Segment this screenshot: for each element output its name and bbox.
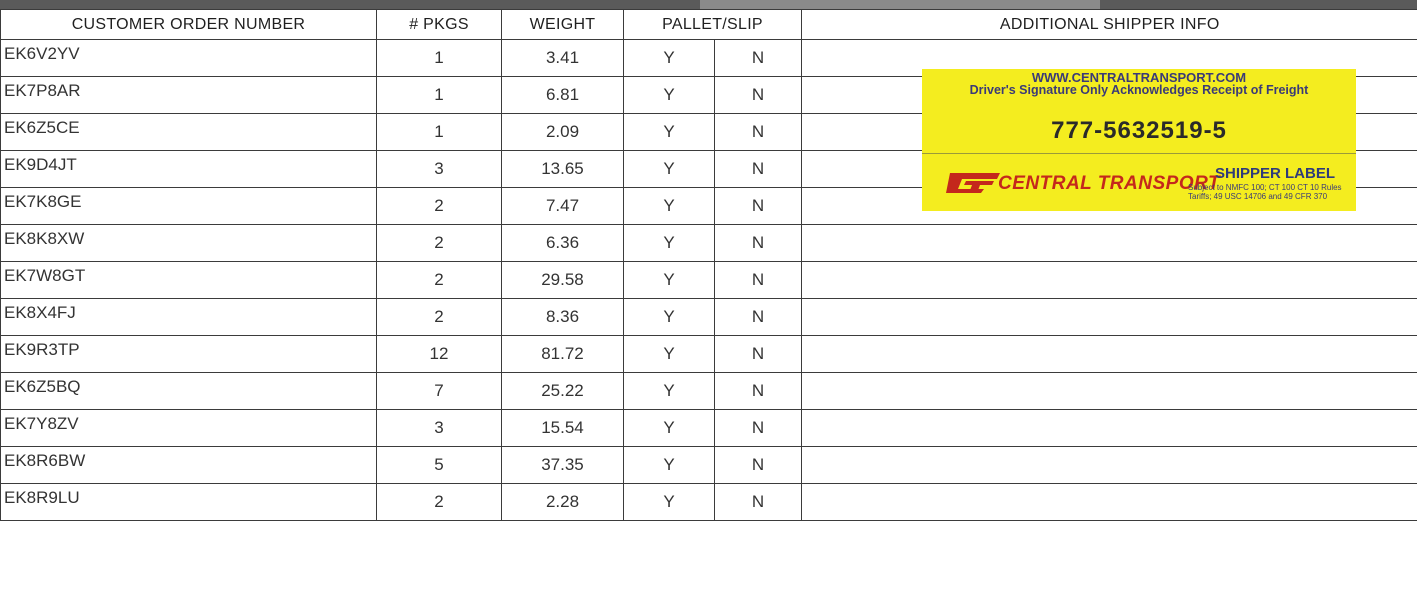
- central-transport-logo-icon: [940, 169, 1004, 195]
- pkgs-cell: 2: [377, 299, 502, 336]
- label-divider: [922, 153, 1356, 154]
- label-pro-number: 777-5632519-5: [1051, 117, 1227, 144]
- pkgs-cell: 1: [377, 40, 502, 77]
- order-number-cell: EK6V2YV: [1, 40, 377, 77]
- label-fine-print: Subject to NMFC 100; CT 100 CT 10 Rules Tariffs; 49 USC 14706 and 49 CFR 370: [1188, 183, 1342, 201]
- pallet-no-cell: N: [715, 447, 802, 484]
- header-weight: WEIGHT: [502, 10, 624, 40]
- pallet-yes-cell: Y: [624, 336, 715, 373]
- label-signature-note: Driver's Signature Only Acknowledges Receipt of Freight: [969, 83, 1309, 97]
- pkgs-cell: 5: [377, 447, 502, 484]
- table-row: [1, 410, 1417, 447]
- weight-cell: 37.35: [502, 447, 624, 484]
- pallet-yes-cell: Y: [624, 40, 715, 77]
- weight-cell: 6.81: [502, 77, 624, 114]
- pallet-yes-cell: Y: [624, 484, 715, 521]
- pallet-no-cell: N: [715, 188, 802, 225]
- pkgs-cell: 2: [377, 188, 502, 225]
- additional-info-cell: [802, 225, 1417, 262]
- pallet-no-cell: N: [715, 262, 802, 299]
- weight-cell: 6.36: [502, 225, 624, 262]
- additional-info-cell: [802, 484, 1417, 521]
- pallet-no-cell: N: [715, 114, 802, 151]
- label-title: SHIPPER LABEL: [1214, 165, 1335, 182]
- pkgs-cell: 1: [377, 114, 502, 151]
- table-row: [1, 484, 1417, 521]
- top-bar: [0, 0, 1417, 9]
- additional-info-cell: [802, 262, 1417, 299]
- pkgs-cell: 2: [377, 262, 502, 299]
- pkgs-cell: 2: [377, 484, 502, 521]
- pallet-no-cell: N: [715, 40, 802, 77]
- shipper-label-sticker: [922, 69, 1356, 211]
- table-row: [1, 225, 1417, 262]
- order-number-cell: EK7K8GE: [1, 188, 377, 225]
- pallet-no-cell: N: [715, 336, 802, 373]
- additional-info-cell: [802, 299, 1417, 336]
- pallet-yes-cell: Y: [624, 299, 715, 336]
- pkgs-cell: 3: [377, 410, 502, 447]
- pallet-yes-cell: Y: [624, 373, 715, 410]
- weight-cell: 7.47: [502, 188, 624, 225]
- additional-info-cell: [802, 373, 1417, 410]
- additional-info-cell: [802, 410, 1417, 447]
- order-number-cell: EK6Z5CE: [1, 114, 377, 151]
- pkgs-cell: 12: [377, 336, 502, 373]
- order-number-cell: EK9R3TP: [1, 336, 377, 373]
- additional-info-cell: [802, 336, 1417, 373]
- order-number-cell: EK8X4FJ: [1, 299, 377, 336]
- weight-cell: 3.41: [502, 40, 624, 77]
- additional-info-cell: [802, 447, 1417, 484]
- weight-cell: 15.54: [502, 410, 624, 447]
- pallet-yes-cell: Y: [624, 151, 715, 188]
- pallet-no-cell: N: [715, 151, 802, 188]
- header-additional-shipper-info: ADDITIONAL SHIPPER INFO: [802, 10, 1417, 40]
- order-number-cell: EK8K8XW: [1, 225, 377, 262]
- pkgs-cell: 2: [377, 225, 502, 262]
- order-number-cell: EK9D4JT: [1, 151, 377, 188]
- header-pkgs: # PKGS: [377, 10, 502, 40]
- table-row: [1, 299, 1417, 336]
- table-row: [1, 447, 1417, 484]
- label-brand: CENTRAL TRANSPORT: [998, 173, 1221, 194]
- weight-cell: 2.28: [502, 484, 624, 521]
- header-customer-order-number: CUSTOMER ORDER NUMBER: [1, 10, 377, 40]
- header-pallet-slip: PALLET/SLIP: [624, 10, 802, 40]
- weight-cell: 29.58: [502, 262, 624, 299]
- pallet-no-cell: N: [715, 373, 802, 410]
- order-number-cell: EK8R6BW: [1, 447, 377, 484]
- pallet-no-cell: N: [715, 225, 802, 262]
- pallet-yes-cell: Y: [624, 77, 715, 114]
- pallet-yes-cell: Y: [624, 114, 715, 151]
- pallet-yes-cell: Y: [624, 225, 715, 262]
- pkgs-cell: 1: [377, 77, 502, 114]
- pallet-yes-cell: Y: [624, 447, 715, 484]
- table-row: [1, 373, 1417, 410]
- order-number-cell: EK7Y8ZV: [1, 410, 377, 447]
- pkgs-cell: 3: [377, 151, 502, 188]
- weight-cell: 2.09: [502, 114, 624, 151]
- table-row: [1, 336, 1417, 373]
- pallet-no-cell: N: [715, 299, 802, 336]
- pkgs-cell: 7: [377, 373, 502, 410]
- pallet-yes-cell: Y: [624, 410, 715, 447]
- weight-cell: 81.72: [502, 336, 624, 373]
- order-number-cell: EK8R9LU: [1, 484, 377, 521]
- weight-cell: 25.22: [502, 373, 624, 410]
- pallet-no-cell: N: [715, 410, 802, 447]
- order-number-cell: EK7W8GT: [1, 262, 377, 299]
- order-number-cell: EK7P8AR: [1, 77, 377, 114]
- pallet-yes-cell: Y: [624, 188, 715, 225]
- pallet-no-cell: N: [715, 484, 802, 521]
- weight-cell: 13.65: [502, 151, 624, 188]
- label-url: WWW.CENTRALTRANSPORT.COM: [1031, 70, 1247, 85]
- table-row: [1, 262, 1417, 299]
- pallet-no-cell: N: [715, 77, 802, 114]
- header-row: [1, 10, 1417, 40]
- order-number-cell: EK6Z5BQ: [1, 373, 377, 410]
- pallet-yes-cell: Y: [624, 262, 715, 299]
- weight-cell: 8.36: [502, 299, 624, 336]
